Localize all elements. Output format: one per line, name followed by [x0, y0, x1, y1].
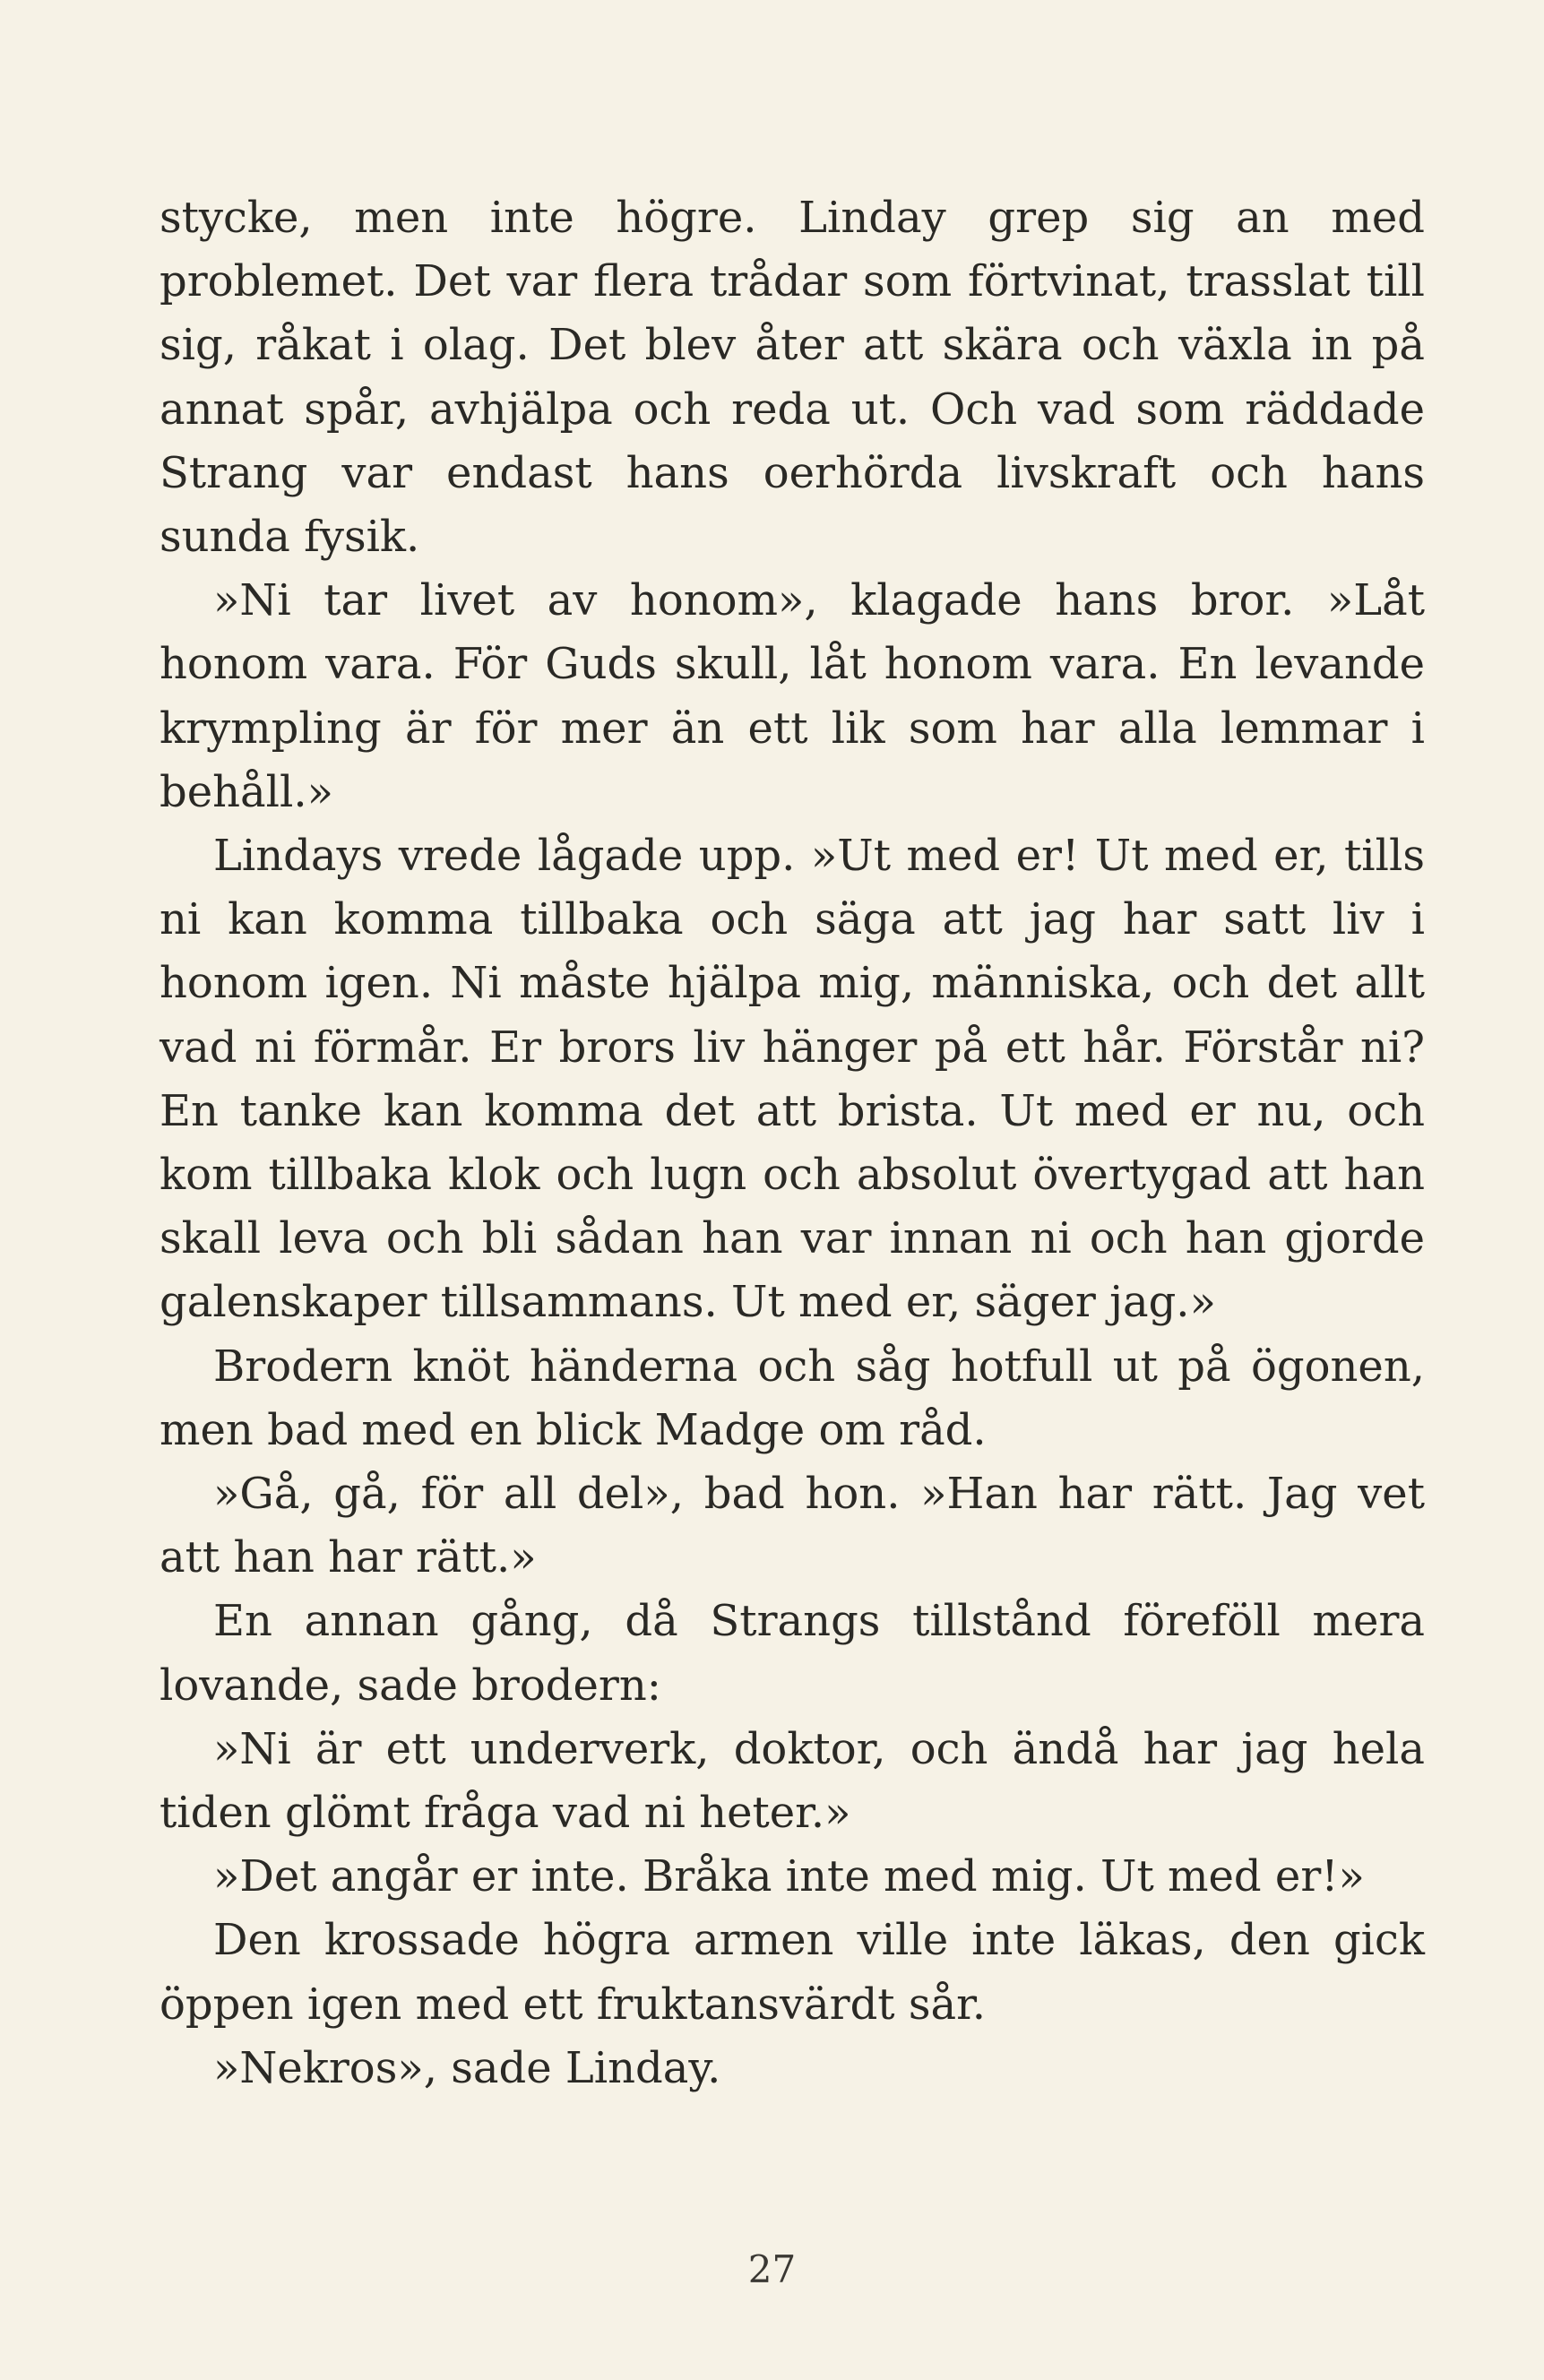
paragraph-6: En annan gång, då Strangs tillstånd föreföll mera lovande, sade brodern:	[160, 1596, 1425, 1711]
paragraph-1: stycke, men inte högre. Linday grep sig an med problemet. Det var flera trådar som förtvinat, trasslat till sig, råkat i olag. Det blev åter att skära och växla in på annat spår, avhjälpa och reda ut. Och vad som räddade Strang var endast hans oerhörda livskraft och hans sunda fysik.	[160, 193, 1425, 563]
paragraph-4: Brodern knöt händerna och såg hotfull ut på ögonen, men bad med en blick Madge om råd.	[160, 1341, 1425, 1455]
paragraph-9: Den krossade högra armen ville inte läkas, den gick öppen igen med ett fruktansvärdt sår.	[160, 1915, 1425, 2030]
paragraph-8: »Det angår er inte. Bråka inte med mig. Ut med er!»	[213, 1851, 1365, 1902]
paragraph-10: »Nekros», sade Linday.	[213, 2042, 721, 2093]
paragraph-3: Lindays vrede lågade upp. »Ut med er! Ut med er, tills ni kan komma tillbaka och säga att jag har satt liv i honom igen. Ni måste hjälpa mig, människa, och det allt vad ni förmår. Er brors liv hänger på ett hår. Förstår ni? En tanke kan komma det att brista. Ut med er nu, och kom tillbaka klok och lugn och absolut övertygad att han skall leva och bli sådan han var innan ni och han gjorde galenskaper tillsammans. Ut med er, säger jag.»	[160, 831, 1425, 1328]
page-number: 27	[747, 2247, 797, 2291]
body-text	[160, 186, 1425, 2100]
paragraph-7: »Ni är ett underverk, doktor, och ändå har jag hela tiden glömt fråga vad ni heter.»	[160, 1723, 1425, 1839]
paragraph-2: »Ni tar livet av honom», klagade hans bror. »Låt honom vara. För Guds skull, låt honom vara. En levande krympling är för mer än ett lik som har alla lemmar i behåll.»	[160, 575, 1425, 817]
paragraph-5: »Gå, gå, för all del», bad hon. »Han har rätt. Jag vet att han har rätt.»	[160, 1469, 1425, 1583]
